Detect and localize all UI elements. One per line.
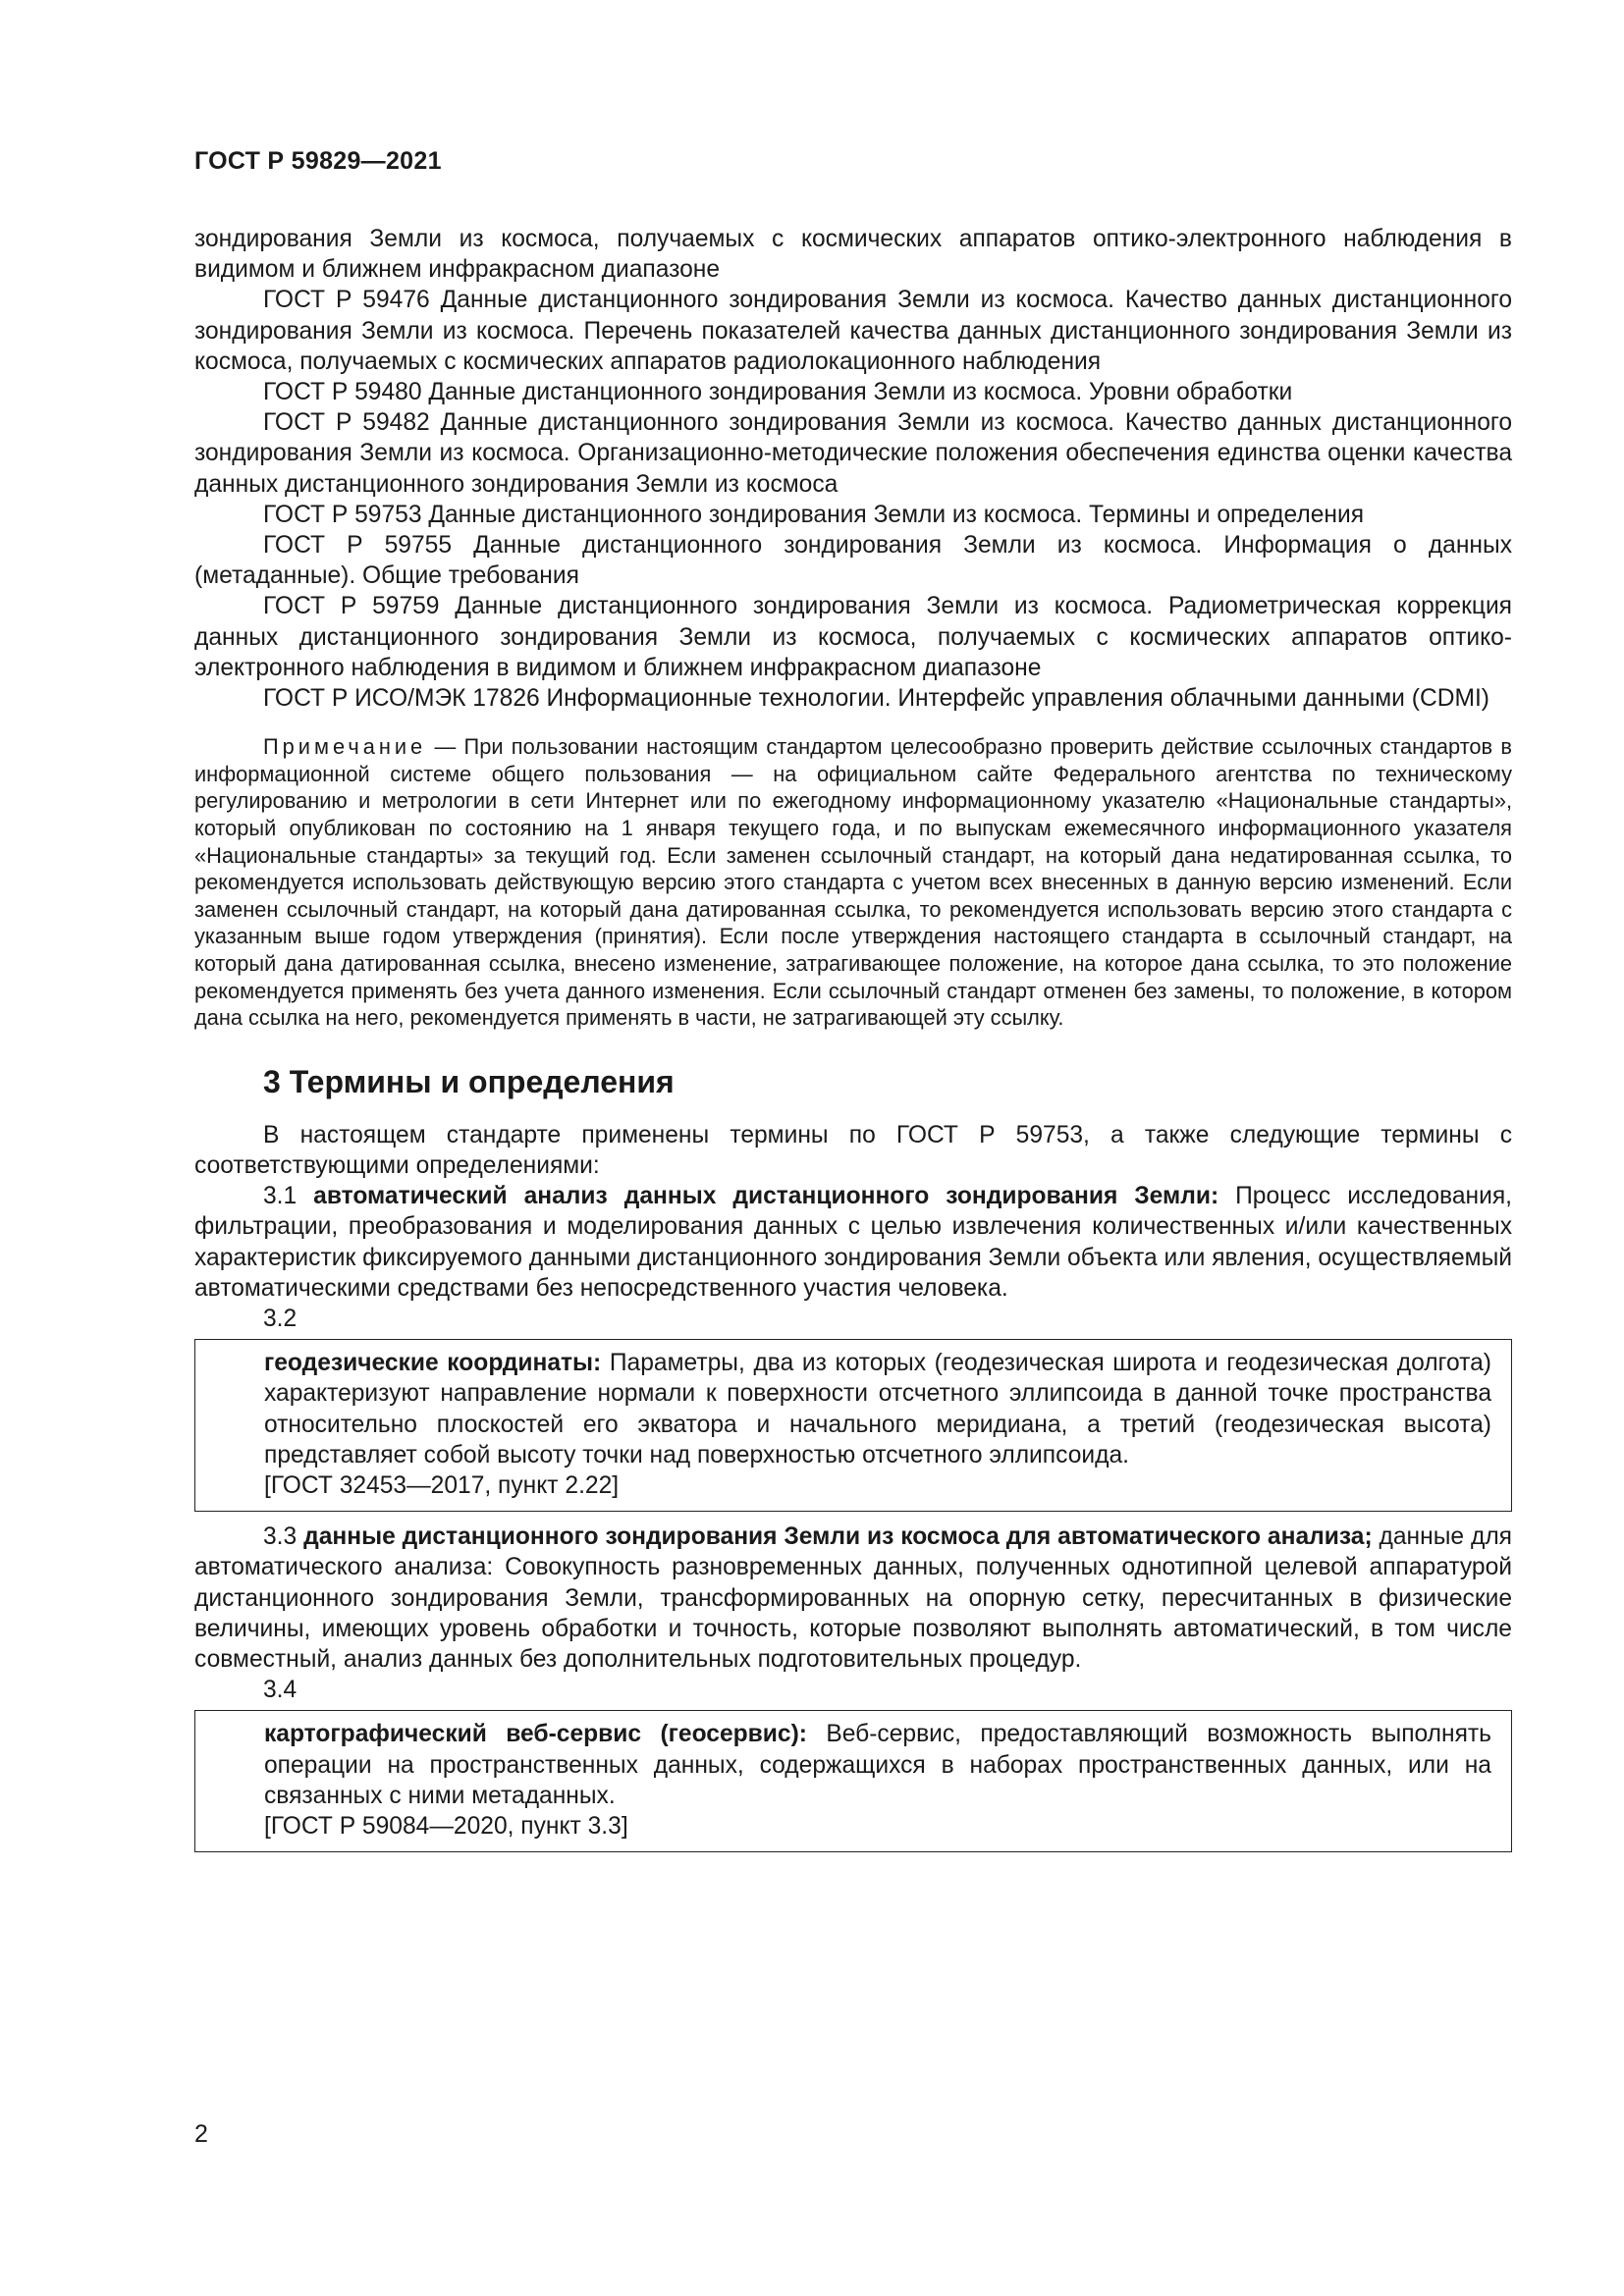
- section-heading: 3 Термины и определения: [263, 1063, 675, 1099]
- term-3-2-number: 3.2: [263, 1306, 298, 1332]
- reference-gost-59476: ГОСТ Р 59476 Данные дистанционного зондирования Земли из космоса. Качество данных дистанционного зондирования Земли из космоса. Перечень показателей качества данных дистанционного зондирования Земли из космоса, получаемых с космических аппаратов радиолокационного наблюдения: [194, 287, 1512, 375]
- term-definition: Веб-сервис, предоставляющий возможность выполнять операции на пространственных данных, содержащихся в наборах пространственных данных, или на связанных с ними метаданных.: [264, 1721, 1491, 1809]
- term-name: данные дистанционного зондирования Земли из космоса для автоматического анализа;: [303, 1523, 1373, 1551]
- reference-continuation: зондирования Земли из космоса, получаемых с космических аппаратов оптико-электронного наблюдения в видимом и ближнем инфракрасном диапазоне: [194, 226, 1512, 284]
- reference-gost-59480: ГОСТ Р 59480 Данные дистанционного зондирования Земли из космоса. Уровни обработки: [263, 379, 1293, 406]
- term-source: [ГОСТ 32453—2017, пункт 2.22]: [264, 1472, 620, 1500]
- term-3-2: [264, 1348, 1491, 1470]
- note-label: Примечание: [263, 734, 427, 760]
- term-3-1: [194, 1181, 1512, 1304]
- term-3-4-number: 3.4: [263, 1677, 298, 1704]
- document-body: [194, 224, 1512, 1862]
- reference-iso-17826: ГОСТ Р ИСО/МЭК 17826 Информационные технологии. Интерфейс управления облачными данными (CDMI): [263, 685, 1489, 713]
- term-name: геодезические координаты:: [264, 1350, 602, 1377]
- reference-gost-59755: ГОСТ Р 59755 Данные дистанционного зондирования Земли из космоса. Информация о данных (метаданные). Общие требования: [194, 532, 1512, 590]
- running-header: ГОСТ Р 59829—2021: [194, 147, 442, 175]
- term-number: 3.3: [263, 1523, 304, 1551]
- reference-gost-59482: ГОСТ Р 59482 Данные дистанционного зондирования Земли из космоса. Качество данных дистанционного зондирования Земли из космоса. Организационно-методические положения обеспечения единства оценки качества данных дистанционного зондирования Земли из космоса: [194, 409, 1512, 498]
- term-name: картографический веб-сервис (геосервис):: [264, 1721, 807, 1748]
- term-definition: данные для автоматического анализа: Совокупность разновременных данных, полученных однотипной целевой аппаратурой дистанционного зондирования Земли, трансформированных на опорную сетку, пересчитанных в физические величины, имеющих уровень обработки и точность, которые позволяют выполнять автоматический, в том числе совместный, анализ данных без дополнительных подготовительных процедур.: [194, 1523, 1512, 1674]
- note-text: — При пользовании настоящим стандартом целесообразно проверить действие ссылочных стандартов в информационной системе общего пользования — на официальном сайте Федерального агентства по техническому регулированию и метрологии в сети Интернет или по ежегодному информационному указателю «Национальные стандарты», который опубликован по состоянию на 1 января текущего года, и по выпускам ежемесячного информационного указателя «Национальные стандарты» за текущий год. Если заменен ссылочный стандарт, на который дана недатированная ссылка, то рекомендуется использовать действующую версию этого стандарта с учетом всех внесенных в данную версию изменений. Если заменен ссылочный стандарт, на который дана датированная ссылка, то рекомендуется использовать версию этого стандарта с указанным выше годом утверждения (принятия). Если после утверждения настоящего стандарта в ссылочный стандарт, на который дана датированная ссылка, внесено изменение, затрагивающее положение, на которое дана ссылка, то это положение рекомендуется применять без учета данного изменения. Если ссылочный стандарт отменен без замены, то положение, в котором дана ссылка на него, рекомендуется применять в части, не затрагивающей эту ссылку.: [194, 734, 1512, 1031]
- section-intro: В настоящем стандарте применены термины по ГОСТ Р 59753, а также следующие термины с соответствующими определениями:: [194, 1121, 1512, 1179]
- term-source: [ГОСТ Р 59084—2020, пункт 3.3]: [264, 1813, 628, 1841]
- page-number: 2: [194, 2120, 208, 2148]
- term-3-4: [264, 1719, 1491, 1811]
- term-3-2-box: [194, 1339, 1512, 1512]
- note-paragraph: [194, 733, 1512, 1032]
- term-definition: Параметры, два из которых (геодезическая широта и геодезическая долгота) характеризуют направление нормали к поверхности отсчетного эллипсоида в данной точке пространства относительно плоскостей его экватора и начального меридиана, а третий (геодезическая высота) представляет собой высоту точки над поверхностью отсчетного эллипсоида.: [264, 1350, 1491, 1468]
- reference-gost-59753: ГОСТ Р 59753 Данные дистанционного зондирования Земли из космоса. Термины и определения: [263, 501, 1365, 528]
- term-3-3: [194, 1522, 1512, 1675]
- term-number: 3.1: [263, 1183, 314, 1210]
- term-3-4-box: [194, 1710, 1512, 1852]
- term-definition: Процесс исследования, фильтрации, преобразования и моделирования данных с целью извлечения количественных и/или качественных характеристик фиксируемого данными дистанционного зондирования Земли объекта или явления, осуществляемый автоматическими средствами без непосредственного участия человека.: [194, 1183, 1512, 1302]
- term-name: автоматический анализ данных дистанционного зондирования Земли:: [313, 1183, 1219, 1210]
- reference-gost-59759: ГОСТ Р 59759 Данные дистанционного зондирования Земли из космоса. Радиометрическая коррекция данных дистанционного зондирования Земли из космоса, получаемых с космических аппаратов оптико-электронного наблюдения в видимом и ближнем инфракрасном диапазоне: [194, 593, 1512, 681]
